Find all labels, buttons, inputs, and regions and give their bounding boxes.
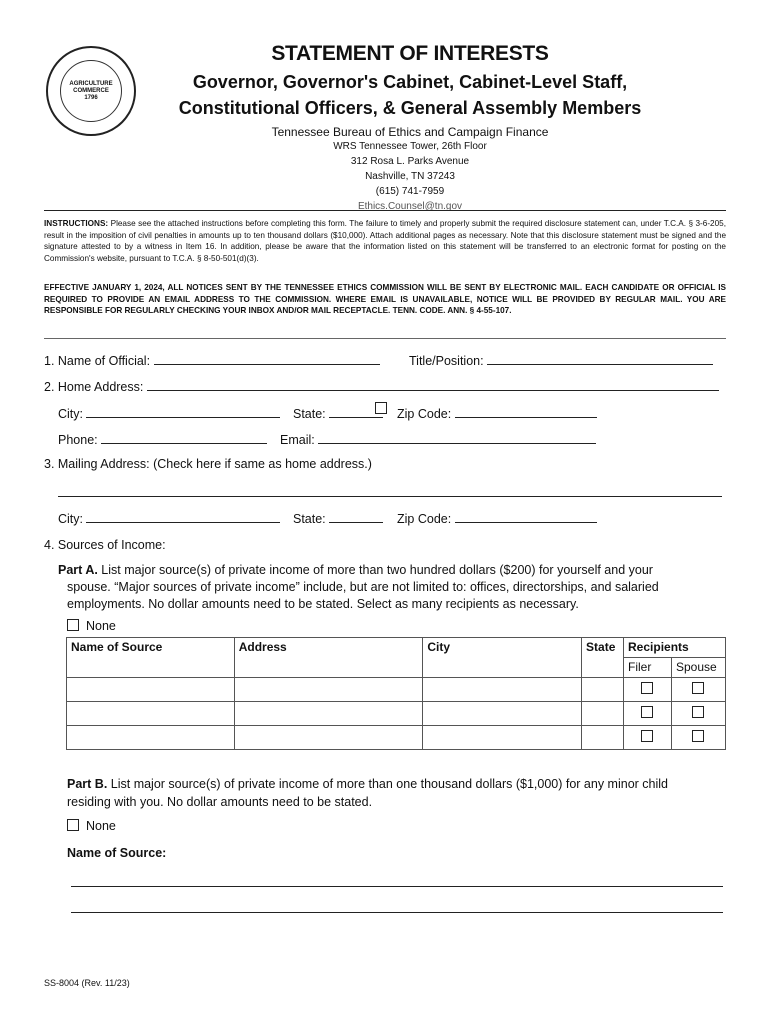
- mailing-zip-row: [397, 510, 597, 526]
- col-filer: Filer: [624, 658, 672, 678]
- part-a-label: Part A.: [58, 563, 98, 577]
- home-city-input[interactable]: [86, 405, 280, 418]
- part-b-none-checkbox[interactable]: [67, 819, 79, 831]
- filer-checkbox[interactable]: [641, 706, 653, 718]
- part-a-text2: spouse. “Major sources of private income” include, but are not limited to: offices, directorships, and salaried: [67, 580, 659, 594]
- header-divider: [44, 210, 726, 211]
- mailing-zip-input[interactable]: [455, 510, 597, 523]
- part-a-none-label: None: [86, 619, 116, 633]
- spouse-checkbox[interactable]: [692, 682, 704, 694]
- spouse-cell: [671, 726, 725, 750]
- mailing-city-label: City:: [58, 512, 83, 526]
- part-a-text: List major source(s) of private income of more than two hundred dollars ($200) for yourself and your: [97, 563, 653, 577]
- filer-cell: [624, 678, 672, 702]
- filer-cell: [624, 726, 672, 750]
- source-city-cell[interactable]: [423, 726, 582, 750]
- seal-agriculture: AGRICULTURE: [69, 80, 113, 87]
- mailing-state-label: State:: [293, 512, 326, 526]
- agency-name: Tennessee Bureau of Ethics and Campaign Finance: [271, 125, 549, 139]
- home-state-row: [293, 405, 383, 421]
- source-city-cell[interactable]: [423, 702, 582, 726]
- source-address-cell[interactable]: [234, 702, 423, 726]
- home-state-label: State:: [293, 407, 326, 421]
- col-city: City: [423, 638, 582, 678]
- home-address-label: 2. Home Address:: [44, 380, 144, 394]
- col-state: State: [582, 638, 624, 678]
- address-line2: 312 Rosa L. Parks Avenue: [350, 156, 470, 167]
- instructions-label: INSTRUCTIONS:: [44, 219, 109, 228]
- mailing-state-row: [293, 510, 383, 526]
- address-line3: Nashville, TN 37243: [365, 171, 455, 182]
- home-zip-input[interactable]: [455, 405, 597, 418]
- col-recipients: Recipients: [624, 638, 726, 658]
- title-position-input[interactable]: [487, 352, 713, 365]
- home-city-label: City:: [58, 407, 83, 421]
- name-of-official-row: [44, 352, 380, 368]
- instructions: [44, 218, 726, 264]
- filer-checkbox[interactable]: [641, 730, 653, 742]
- phone-input[interactable]: [101, 431, 267, 444]
- phone-row: [58, 431, 267, 447]
- email-notice: EFFECTIVE JANUARY 1, 2024, ALL NOTICES SENT BY THE TENNESSEE ETHICS COMMISSION WILL BE SENT BY ELECTRONIC MAIL. EACH CANDIDATE OR OFFICIAL IS REQUIRED TO PROVIDE AN EMAIL ADDRESS TO THE COMMISSION. WHERE EMAIL IS UNAVAILABLE, NOTICE WILL BE PROVIDED BY REGULAR MAIL. YOU ARE RESPONSIBLE FOR REGULARLY CHECKING YOUR INBOX AND/OR MAIL RECEPTACLE. TENN. CODE. ANN. § 4-55-107.: [44, 283, 726, 315]
- home-city-row: [58, 405, 280, 421]
- mailing-address-input[interactable]: [58, 484, 722, 497]
- mailing-state-input[interactable]: [329, 510, 383, 523]
- source-name-cell[interactable]: [67, 702, 235, 726]
- spouse-checkbox[interactable]: [692, 706, 704, 718]
- source-city-cell[interactable]: [423, 678, 582, 702]
- part-b-source-input-2[interactable]: [71, 900, 723, 913]
- source-state-cell[interactable]: [582, 726, 624, 750]
- seal-inner: [60, 60, 122, 122]
- part-a-text3: employments. No dollar amounts need to be stated. Select as many recipients as necessary.: [67, 597, 579, 611]
- source-address-cell[interactable]: [234, 726, 423, 750]
- email-input[interactable]: [318, 431, 596, 444]
- home-address-row: [44, 378, 719, 394]
- part-b-none-label: None: [86, 819, 116, 833]
- state-seal: [46, 46, 136, 136]
- col-name-of-source: Name of Source: [67, 638, 235, 678]
- spouse-cell: [671, 702, 725, 726]
- source-state-cell[interactable]: [582, 678, 624, 702]
- col-spouse: Spouse: [671, 658, 725, 678]
- mailing-city-row: [58, 510, 280, 526]
- source-name-cell[interactable]: [67, 726, 235, 750]
- col-address: Address: [234, 638, 423, 678]
- sources-of-income-label: 4. Sources of Income:: [44, 538, 166, 552]
- form-subtitle-line2: Constitutional Officers, & General Assembly Members: [178, 98, 642, 118]
- table-row: [67, 678, 726, 702]
- email-row: [280, 431, 596, 447]
- part-b-text: List major source(s) of private income of more than one thousand dollars ($1,000) for any minor child: [107, 777, 668, 791]
- agency-phone: (615) 741-7959: [375, 186, 445, 197]
- source-name-cell[interactable]: [67, 678, 235, 702]
- same-as-home-checkbox[interactable]: [375, 402, 387, 414]
- home-zip-label: Zip Code:: [397, 407, 452, 421]
- part-b-name-of-source-label: Name of Source:: [67, 846, 167, 860]
- part-b-description: [67, 775, 727, 811]
- mailing-zip-label: Zip Code:: [397, 512, 452, 526]
- source-state-cell[interactable]: [582, 702, 624, 726]
- spouse-cell: [671, 678, 725, 702]
- spouse-checkbox[interactable]: [692, 730, 704, 742]
- address-line1: WRS Tennessee Tower, 26th Floor: [333, 141, 487, 152]
- notice-divider: [44, 338, 726, 339]
- home-zip-row: [397, 405, 597, 421]
- instructions-text: Please see the attached instructions before completing this form. The failure to timely and properly submit the required disclosure statement can, under T.C.A. § 3-6-205, result in the imposition of civil penalties in amounts up to ten thousand dollars ($10,000). Attach additional pages as necessary. Note that this disclosure statement must be signed and the signature attested to by a witness in Item 16. In addition, please be aware that the information listed on this statement will be transferred to an electronic format for posting on the Commission's website, pursuant to T.C.A. § 8-50-501(d)(3).: [44, 219, 726, 263]
- mailing-address-label: 3. Mailing Address: (Check here if same as home address.): [44, 457, 372, 471]
- form-number: SS-8004 (Rev. 11/23): [44, 978, 130, 988]
- part-a-description: [58, 562, 728, 613]
- form-subtitle-line1: Governor, Governor's Cabinet, Cabinet-Level Staff,: [192, 72, 628, 92]
- table-row: [67, 726, 726, 750]
- agency-address: [270, 139, 550, 214]
- agency-email-link[interactable]: Ethics.Counsel@tn.gov: [357, 201, 463, 212]
- part-b-source-input-1[interactable]: [71, 874, 723, 887]
- part-b-label: Part B.: [67, 777, 108, 791]
- name-of-official-input[interactable]: [154, 352, 380, 365]
- title-position-row: [409, 352, 713, 368]
- part-a-none-checkbox[interactable]: [67, 619, 79, 631]
- part-a-table: [66, 637, 726, 750]
- name-of-official-label: 1. Name of Official:: [44, 354, 151, 368]
- table-row: [67, 702, 726, 726]
- part-b-text2: residing with you. No dollar amounts need to be stated.: [67, 795, 373, 809]
- mailing-city-input[interactable]: [86, 510, 280, 523]
- phone-label: Phone:: [58, 433, 98, 447]
- source-address-cell[interactable]: [234, 678, 423, 702]
- home-address-input[interactable]: [147, 378, 719, 391]
- seal-year: 1796: [84, 94, 98, 101]
- filer-cell: [624, 702, 672, 726]
- filer-checkbox[interactable]: [641, 682, 653, 694]
- seal-commerce: COMMERCE: [73, 87, 109, 94]
- email-label: Email:: [280, 433, 315, 447]
- title-position-label: Title/Position:: [409, 354, 484, 368]
- form-title: STATEMENT OF INTERESTS: [271, 42, 549, 65]
